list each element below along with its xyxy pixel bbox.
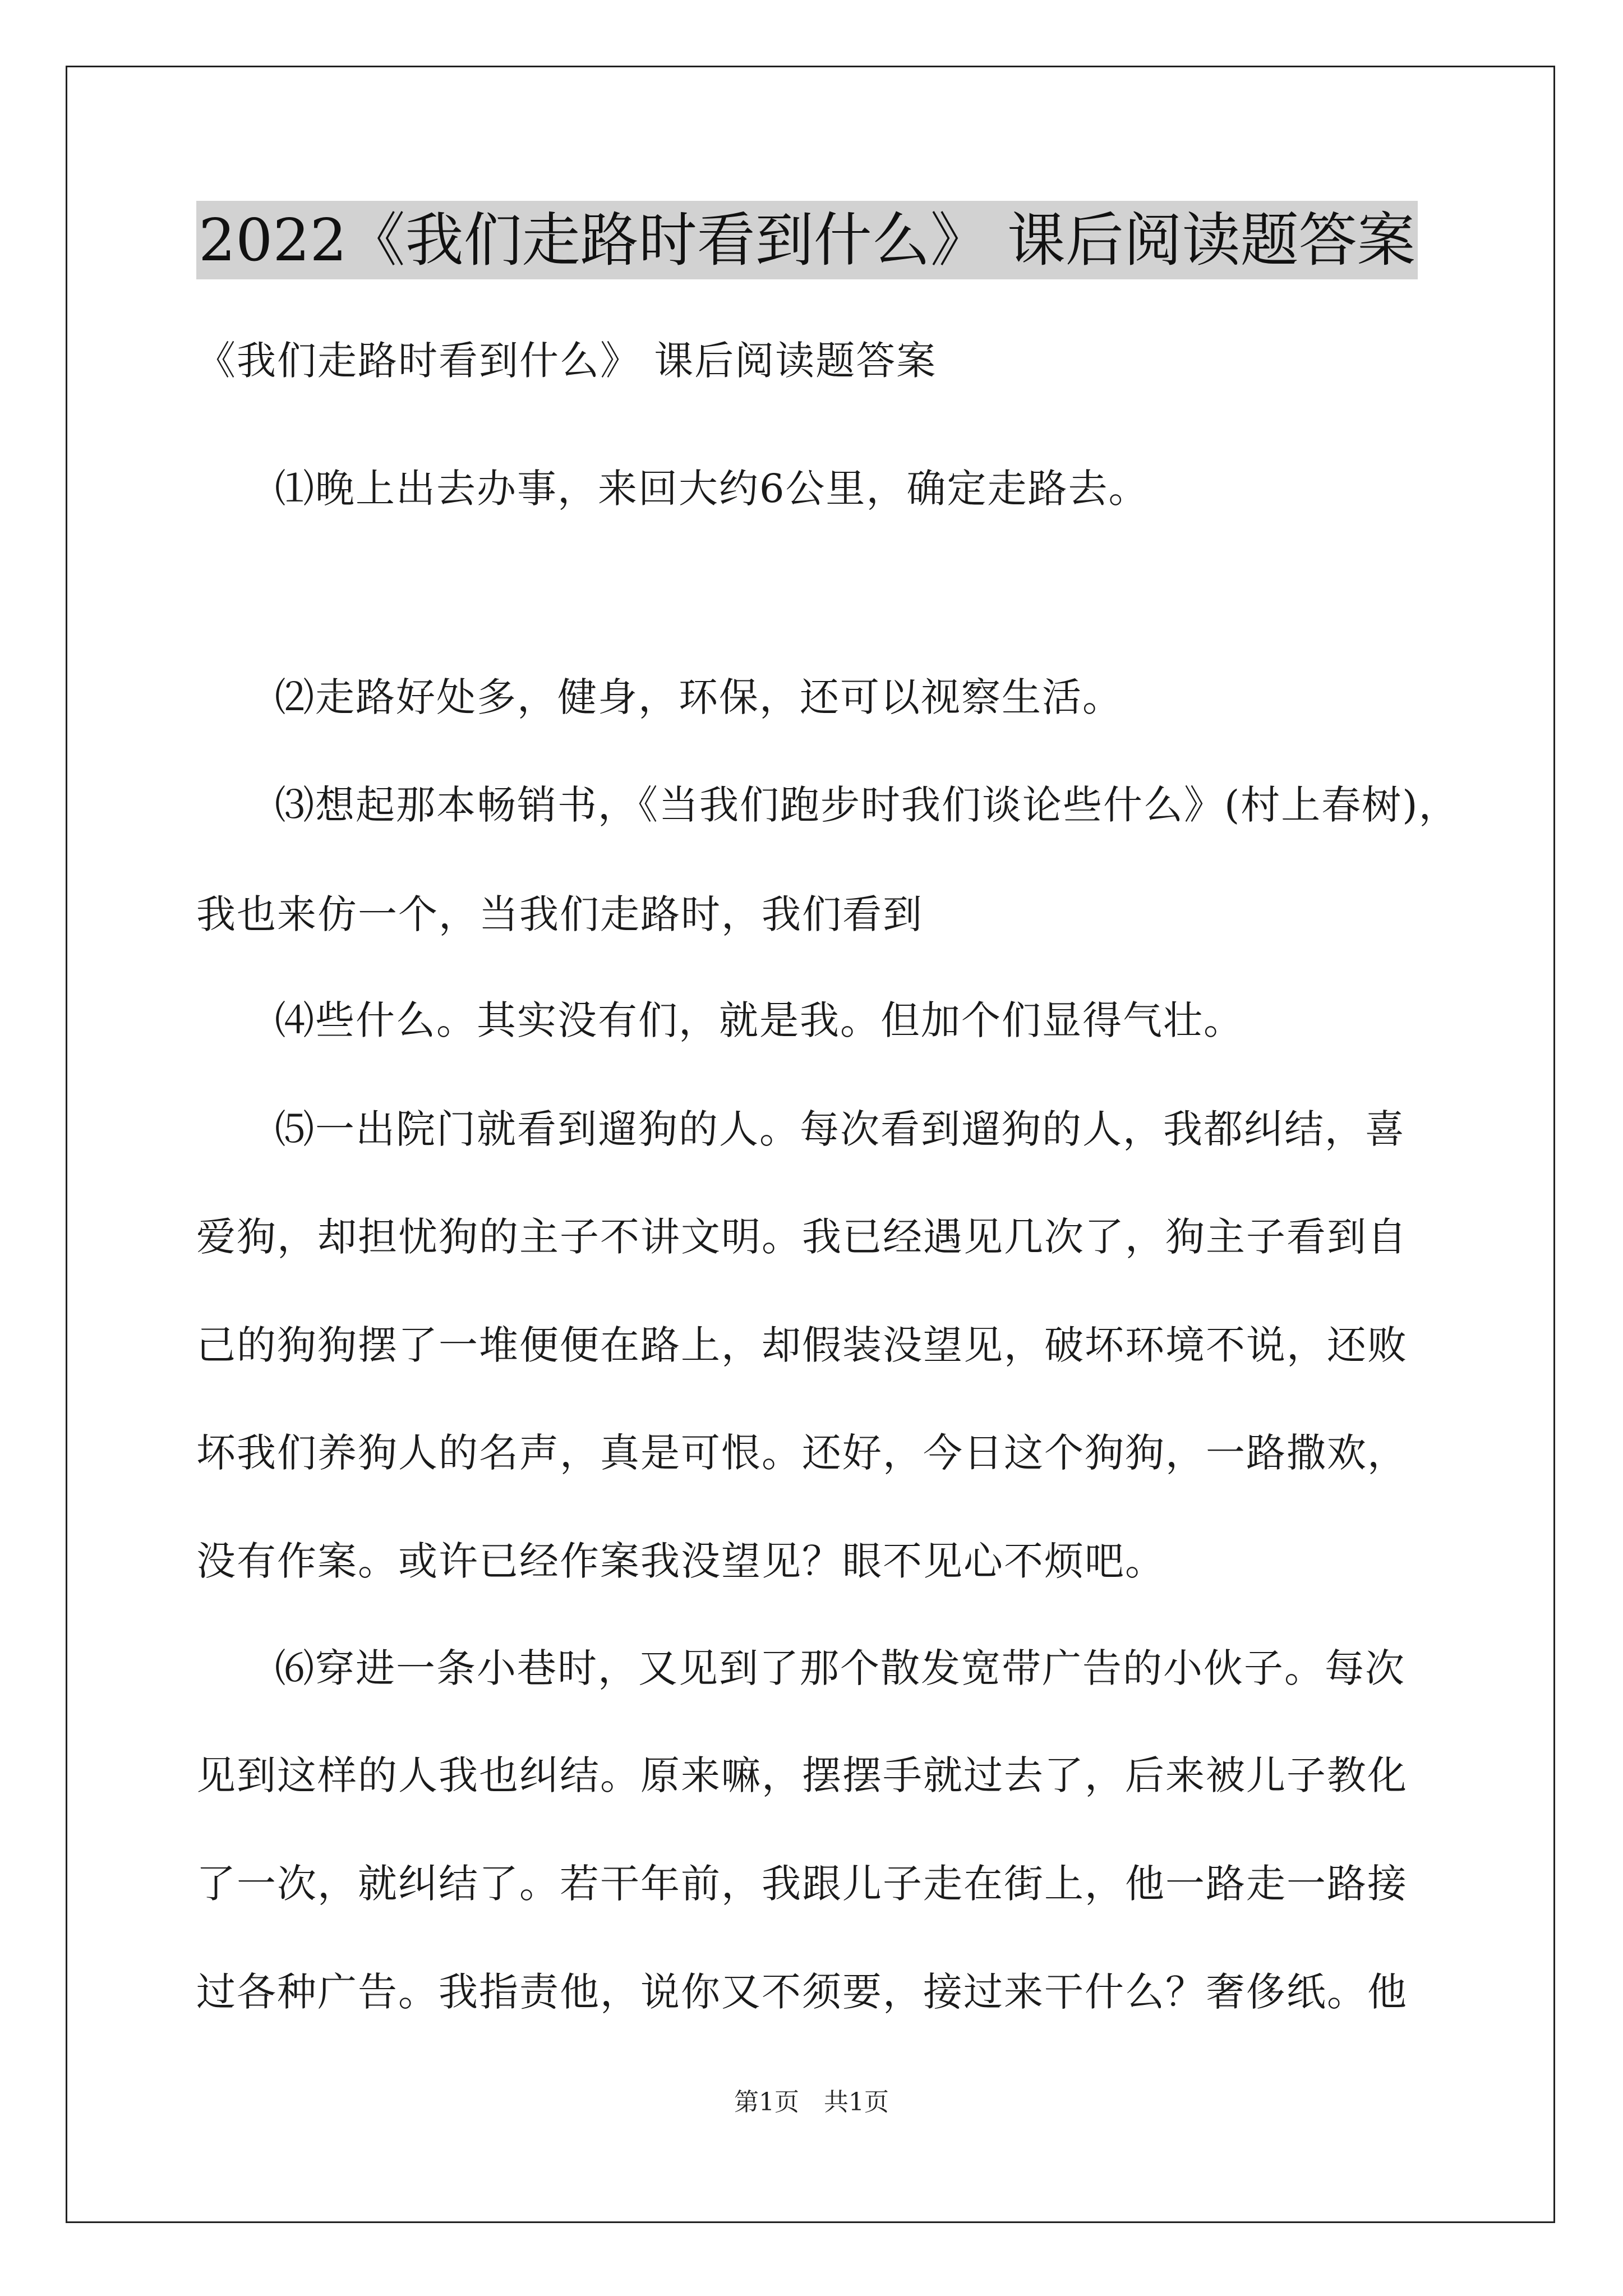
paragraph-2-line-1: ⑵走路好处多，健身，环保，还可以视察生活。 — [275, 674, 1123, 720]
page-title: 2022《我们走路时看到什么》 课后阅读题答案 — [196, 201, 1418, 279]
paragraph-1-line-1: ⑴晚上出去办事，来回大约6公里，确定走路去。 — [275, 466, 1149, 512]
paragraph-5-line-1: ⑸一出院门就看到遛狗的人。每次看到遛狗的人，我都纠结，喜 — [275, 1106, 1405, 1152]
paragraph-5-line-4: 坏我们养狗人的名声，真是可恨。还好，今日这个狗狗，一路撒欢， — [196, 1430, 1408, 1476]
paragraph-4-line-1: ⑷些什么。其实没有们，就是我。但加个们显得气壮。 — [275, 997, 1244, 1043]
paragraph-6-line-2: 见到这样的人我也纠结。原来嘛，摆摆手就过去了，后来被儿子教化 — [196, 1752, 1408, 1798]
title-block — [196, 201, 1418, 279]
subtitle-line: 《我们走路时看到什么》 课后阅读题答案 — [196, 338, 937, 384]
paragraph-6-line-1: ⑹穿进一条小巷时，又见到了那个散发宽带广告的小伙子。每次 — [275, 1645, 1405, 1691]
page-footer: 第1页 共1页 — [734, 2088, 889, 2116]
paragraph-5-line-5: 没有作案。或许已经作案我没望见？眼不见心不烦吧。 — [196, 1538, 1165, 1584]
paragraph-5-line-3: 己的狗狗摆了一堆便便在路上，却假装没望见，破坏环境不说，还败 — [196, 1322, 1408, 1368]
paragraph-3-line-1: ⑶想起那本畅销书，《当我们跑步时我们谈论些什么》(村上春树)， — [275, 782, 1459, 828]
paragraph-6-line-3: 了一次，就纠结了。若干年前，我跟儿子走在街上，他一路走一路接 — [196, 1861, 1408, 1907]
paragraph-6-line-4: 过各种广告。我指责他，说你又不须要，接过来干什么？奢侈纸。他 — [196, 1969, 1408, 2015]
paragraph-3-line-2: 我也来仿一个，当我们走路时，我们看到 — [196, 891, 923, 937]
paragraph-5-line-2: 爱狗，却担忧狗的主子不讲文明。我已经遇见几次了，狗主子看到自 — [196, 1214, 1408, 1260]
